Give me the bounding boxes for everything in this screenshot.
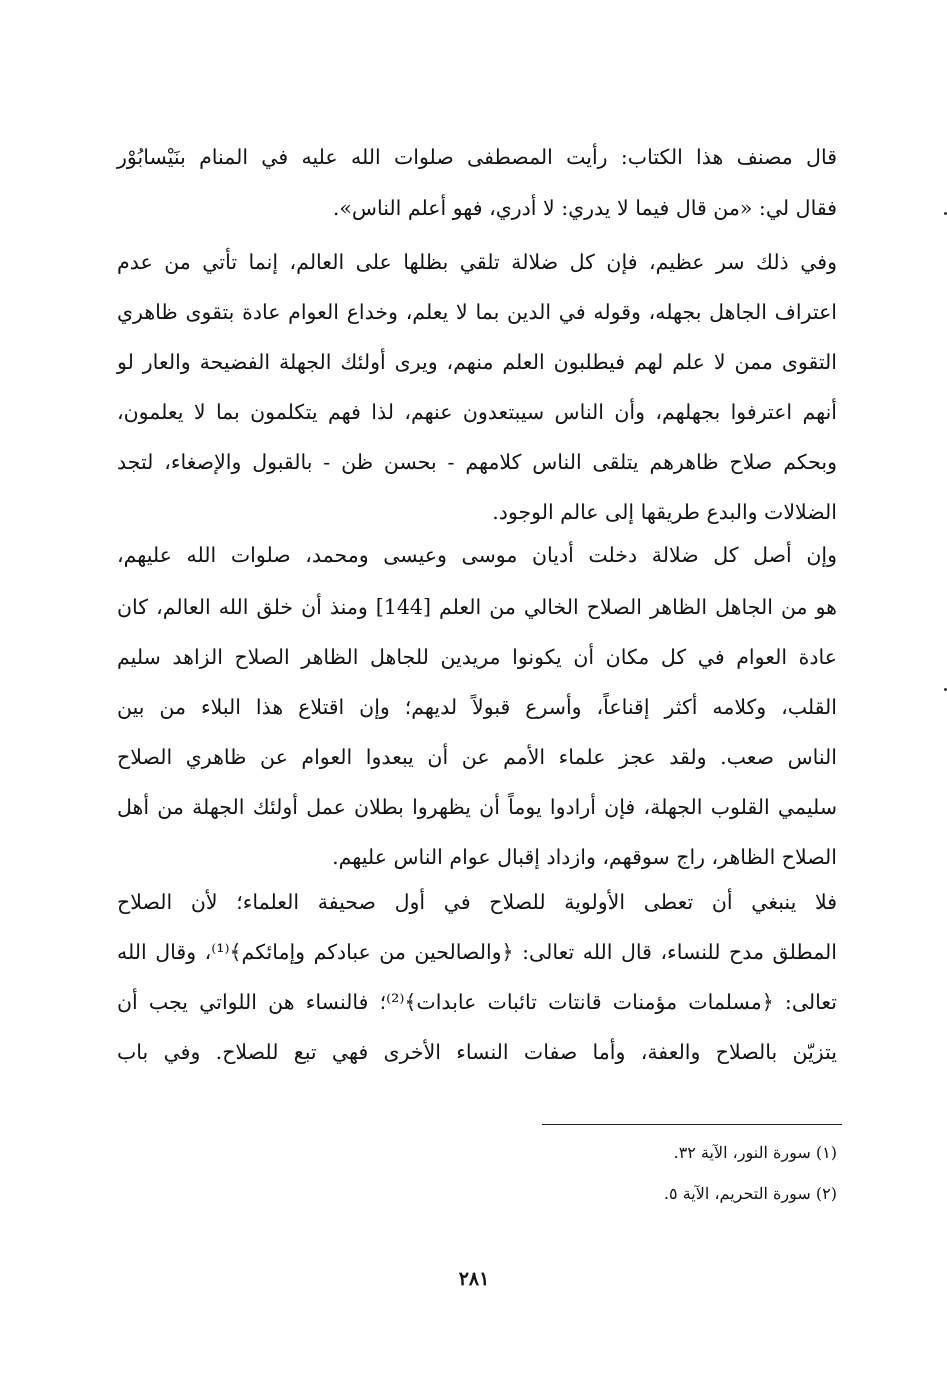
body-text-line: هو من الجاهل الظاهر الصلاح الخالي من العلم [144] ومنذ أن خلق الله العالم، كان (117, 595, 837, 619)
body-text-line: المطلق مدح للنساء، قال الله تعالى: ﴿والصالحين من عبادكم وإمائكم﴾⁽¹⁾، وقال الله (117, 940, 837, 964)
footnote: (٢) سورة التحريم، الآية ٥. (663, 1184, 837, 1203)
body-text-line: عادة العوام في كل مكان أن يكونوا مريدين للجاهل الظاهر الصلاح الزاهد سليم (117, 645, 837, 669)
body-text-line: قال مصنف هذا الكتاب: رأيت المصطفى صلوات الله عليه في المنام بنَيْسابُوْر (117, 145, 837, 169)
body-text-line: يتزيّن بالصلاح والعفة، وأما صفات النساء الأخرى فهي تبع للصلاح. وفي باب (117, 1040, 837, 1064)
body-text-line: الصلاح الظاهر، راج سوقهم، وازداد إقبال عوام الناس عليهم. (332, 845, 837, 869)
body-text-line: التقوى ممن لا علم لهم فيطلبون العلم منهم، ويرى أولئك الجهلة الفضيحة والعار لو (117, 350, 837, 374)
body-text-line: تعالى: ﴿مسلمات مؤمنات قانتات تائبات عابدات﴾⁽²⁾؛ فالنساء هن اللواتي يجب أن (117, 990, 837, 1014)
body-text-line: أنهم اعترفوا بجهلهم، وأن الناس سيبتعدون عنهم، لذا فهم يتكلمون بما لا يعلمون، (117, 400, 837, 424)
footnote: (١) سورة النور، الآية ٣٢. (673, 1143, 837, 1162)
body-text-line: فلا ينبغي أن تعطى الأولوية للصلاح في أول صحيفة العلماء؛ لأن الصلاح (117, 890, 837, 914)
page-number: ٢٨١ (458, 1268, 490, 1290)
body-text-line: فقال لي: «من قال فيما لا يدري: لا أدري، فهو أعلم الناس». (332, 196, 837, 220)
footnote-separator (542, 1124, 842, 1125)
body-text-line: وفي ذلك سر عظيم، فإن كل ضلالة تلقي بظلها على العالم، إنما تأتي من عدم (117, 250, 837, 274)
body-text-line: الناس صعب. ولقد عجز علماء الأمم عن أن يبعدوا العوام عن ظاهري الصلاح (117, 745, 837, 769)
body-text-line: سليمي القلوب الجهلة، فإن أرادوا يوماً أن يظهروا بطلان عمل أولئك الجهلة من أهل (117, 795, 837, 819)
body-text-line: وإن أصل كل ضلالة دخلت أديان موسى وعيسى ومحمد، صلوات الله عليهم، (117, 543, 837, 567)
body-text-line: الضلالات والبدع طريقها إلى عالم الوجود. (492, 500, 837, 524)
body-text-line: اعتراف الجاهل بجهله، وقوله في الدين بما لا يعلم، وخداع العوام عادة بتقوى ظاهري (117, 300, 837, 324)
body-text-line: القلب، وكلامه أكثر إقناعاً، وأسرع قبولاً لديهم؛ وإن اقتلاع هذا البلاء من بين (117, 695, 837, 719)
body-text-line: وبحكم صلاح ظاهرهم يتلقى الناس كلامهم - بحسن ظن - بالقبول والإصغاء، لتجد (117, 450, 837, 474)
